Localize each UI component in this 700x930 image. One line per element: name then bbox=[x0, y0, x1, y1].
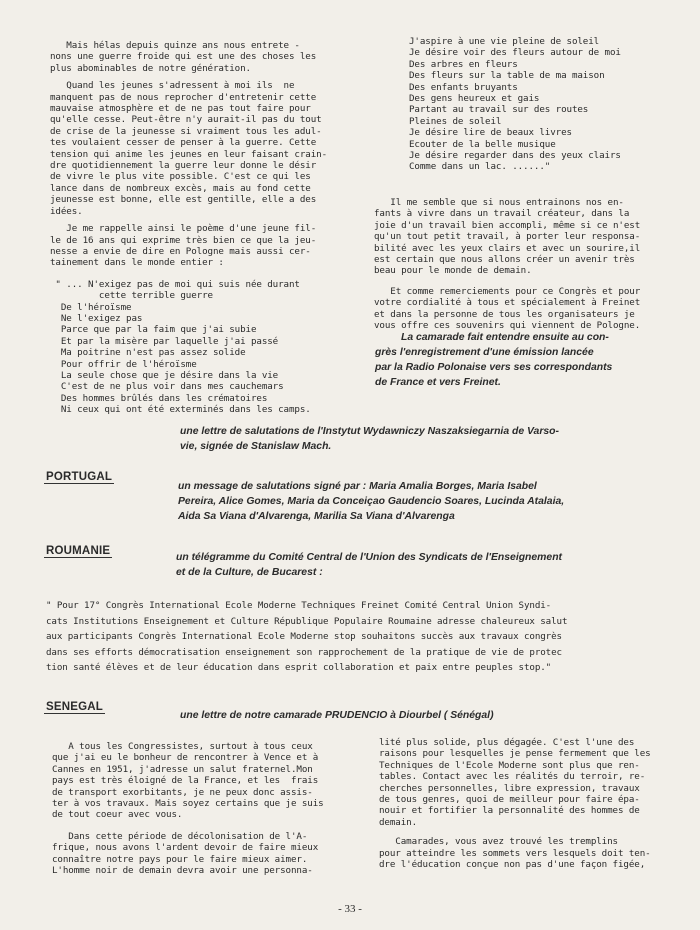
paragraph: Et comme remerciements pour ce Congrès et pour votre cordialité à tous et spécialement à Freinet et dans la personne de tous les organisateurs je vous offre ces souvenirs qui viennent de Pologne. bbox=[374, 285, 641, 331]
senegal-letter-intro: une lettre de notre camarade PRUDENCIO à Diourbel ( Sénégal) bbox=[180, 710, 494, 721]
paragraph: Quand les jeunes s'adressent à moi ils ne manquent pas de nous reprocher d'entretenir cette mauvaise atmosphère et de ne pas tout faire pour qu'elle cesse. Peut-être n'y aurait-il pas du tout de crise de la jeunesse si vraiment tous les adul- tes voulaient cesser de penser à la guerre. Cette tension qui anime les jeunes en leur faisant crain- dre quotidiennement la guerre leur donne le désir de vivre le plus vite possible. C'est ce qui les lance dans de nombreux excès, mais au fond cette jeunesse est bonne, elle est gentille, elle a des idées. bbox=[50, 80, 327, 217]
poem-continued: J'aspire à une vie pleine de soleil Je désire voir des fleurs autour de moi Des arbres en fleurs Des fleurs sur la table de ma maison Des enfants bruyants Des gens heureux et gais Partant au travail sur des routes Pleines de soleil Je désire lire de beaux livres Ecouter de la belle musique Je désire regarder dans des yeux clairs Comme dans un lac. ......" bbox=[409, 36, 621, 173]
paragraph: Mais hélas depuis quinze ans nous entrete - nons une guerre froide qui est une des choses les plus abominables de notre génération. bbox=[50, 40, 317, 74]
paragraph: Dans cette période de décolonisation de l'A- frique, nous avons l'ardent devoir de faire mieux connaître notre pays pour le faire mieux aimer. L'homme noir de demain devra avoir une personna- bbox=[52, 830, 319, 877]
paragraph: Camarades, vous avez trouvé les tremplins pour atteindre les sommets vers lesquels doit ten- dre l'éducation conçue non pas d'une façon figée, bbox=[379, 836, 651, 871]
roumanie-telegram: " Pour 17° Congrès International Ecole Moderne Techniques Freinet Comité Central Union Syndi- cats Institutions Enseignement et Culture République Populaire Roumaine adresse chaleureux salut aux participants Congrès International Ecole Moderne stop souhaitons succès aux travaux congrès dans ses efforts démocratisation enseignement son rapprochement de la pratique de vie de protec tion santé élèves et de leur éducation dans esprit collaboration et paix entre peuples stop." bbox=[46, 600, 568, 674]
instytut-letter: une lettre de salutations de l'Instytut Wydawniczy Naszaksiegarnia de Varso- vie, signée de Stanislaw Mach. bbox=[180, 426, 559, 452]
section-heading-senegal: SENEGAL bbox=[46, 701, 103, 713]
roumanie-telegram-intro: un télégramme du Comité Central de l'Union des Syndicats de l'Enseignement et de la Culture, de Bucarest : bbox=[176, 552, 563, 578]
page-number: - 33 - bbox=[338, 903, 362, 915]
right-column bbox=[374, 36, 674, 331]
left-column bbox=[50, 40, 340, 416]
senegal-right-column bbox=[379, 737, 684, 870]
senegal-left-column bbox=[52, 741, 347, 876]
section-heading-roumanie: ROUMANIE bbox=[46, 545, 111, 557]
paragraph: Je me rappelle ainsi le poème d'une jeune fil- le de 16 ans qui exprime très bien ce que la jeu- nesse a envie de dire en Pologne mais aussi cer- tainement dans le monde entier : bbox=[50, 223, 317, 269]
section-heading-portugal: PORTUGAL bbox=[46, 471, 113, 483]
paragraph: A tous les Congressistes, surtout à tous ceux que j'ai eu le bonheur de rencontrer à Vence et à Cannes en 1951, j'adresse un salut fraternel.Mon pays est très éloigné de la France, et les frais de transport exorbitants, je ne peux donc assis- ter à vos travaux. Mais soyez certains que je suis de tout coeur avec vous. bbox=[52, 741, 324, 821]
portugal-message: un message de salutations signé par : Maria Amalia Borges, Maria Isabel Pereira, Alice Gomes, Maria da Conceiçao Gaudencio Soares, Lucinda Atalaia, Aida Sa Viana d'Alvarenga, Marilia Sa Viana d'Alvarenga bbox=[178, 481, 565, 522]
paragraph: Il me semble que si nous entrainons nos en- fants à vivre dans un travail créateur, dans la joie d'un travail bien accompli, même si ce n'est qu'un tout petit travail, à porter leur responsa- bilité avec les yeux clairs et avec un sourire,il est certain que nous allons créer un avenir très beau pour le monde de demain. bbox=[374, 196, 641, 277]
radio-note: La camarade fait entendre ensuite au con- grès l'enregistrement d'une émission lancée par la Radio Polonaise vers ses correspondants de France et vers Freinet. bbox=[375, 332, 613, 388]
paragraph: lité plus solide, plus dégagée. C'est l'une des raisons pour lesquelles je pense fermement que les Techniques de l'Ecole Moderne sont plus que ren- tables. Contact avec les réalités du terroir, re- cherches personnelles, libre expression, travaux de tous genres, quoi de meilleur pour faire épa- nouir et fortifier la personnalité des hommes de demain. bbox=[379, 737, 651, 828]
poem: " ... N'exigez pas de moi qui suis née durant cette terrible guerre De l'héroïsme Ne l'exigez pas Parce que par la faim que j'ai subie Et par la misère par laquelle j'ai passé Ma poitrine n'est pas assez solide Pour offrir de l'héroïsme La seule chose que je désire dans la vie C'est de ne plus voir dans mes cauchemars Des hommes brûlés dans les crématoires Ni ceux qui ont été exterminés dans les camps. bbox=[55, 278, 311, 416]
